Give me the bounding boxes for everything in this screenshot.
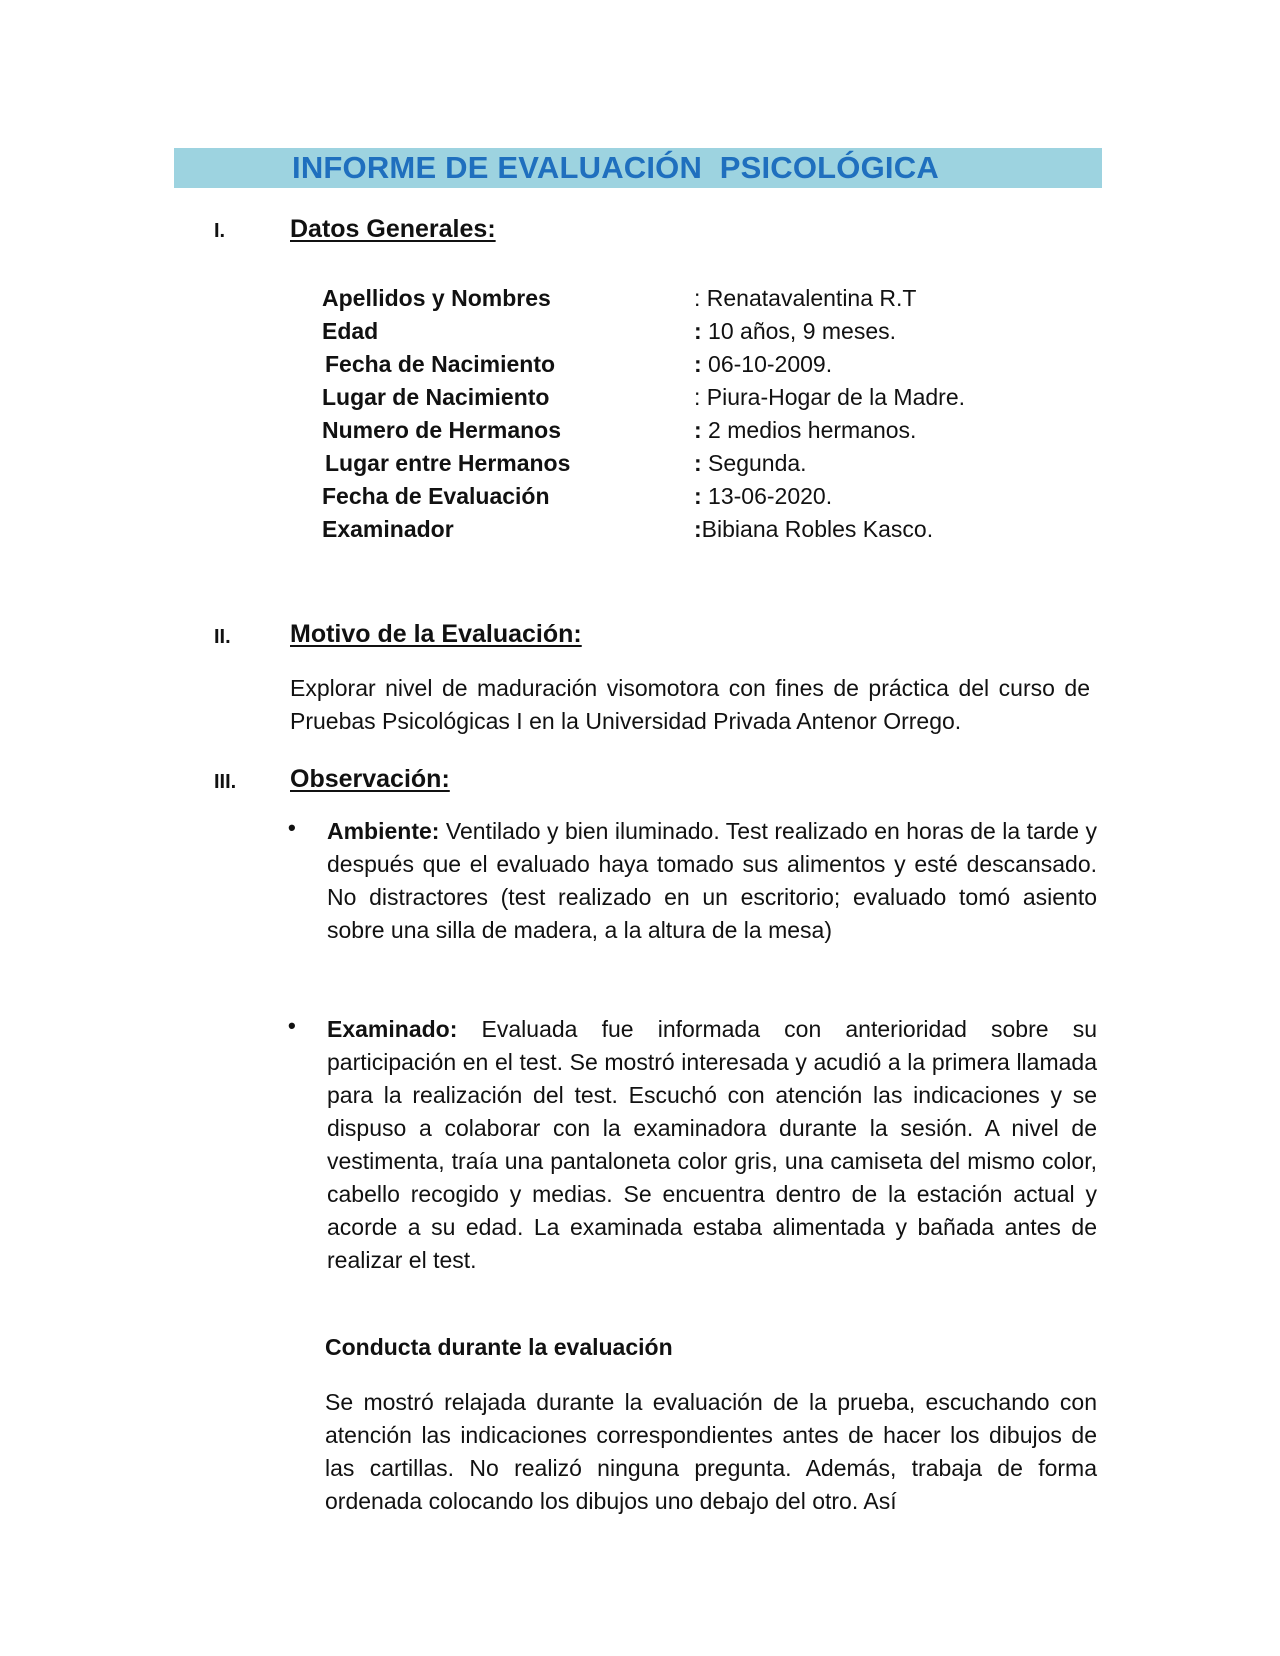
dg-row-edad bbox=[322, 318, 1022, 351]
dg-value: : 13-06-2020. bbox=[694, 483, 833, 509]
examinado-label: Examinado: bbox=[327, 1016, 458, 1042]
dg-label: Apellidos y Nombres bbox=[322, 285, 551, 311]
section-number-3: III. bbox=[214, 771, 237, 793]
dg-label: Fecha de Nacimiento bbox=[325, 351, 556, 377]
dg-label: Numero de Hermanos bbox=[322, 417, 562, 443]
dg-value: :Bibiana Robles Kasco. bbox=[694, 516, 934, 542]
dg-row-lugar-nacimiento bbox=[322, 384, 1022, 417]
section-title-datos-generales: Datos Generales: bbox=[290, 215, 496, 243]
dg-row-lugar-hermanos bbox=[322, 450, 1022, 483]
section-number-1: I. bbox=[214, 220, 226, 242]
motivo-paragraph: Explorar nivel de maduración visomotora con fines de práctica del curso de Pruebas Psicológicas I en la Universidad Privada Antenor Orrego. bbox=[290, 675, 1090, 734]
examinado-paragraph bbox=[327, 1013, 1097, 1277]
dg-label: Lugar entre Hermanos bbox=[325, 450, 571, 476]
ambiente-text: Ventilado y bien iluminado. Test realizado en horas de la tarde y después que el evaluado haya tomado sus alimentos y esté descansado. No distractores (test realizado en un escritorio; evaluado tomó asiento sobre una silla de madera, a la altura de la mesa) bbox=[327, 818, 1097, 943]
section-title-observacion: Observación: bbox=[290, 765, 450, 793]
dg-value: : 2 medios hermanos. bbox=[694, 417, 917, 443]
section-number-2: II. bbox=[214, 626, 231, 648]
dg-value: : Segunda. bbox=[694, 450, 807, 476]
dg-row-nombres bbox=[322, 285, 1022, 318]
dg-row-fecha-nacimiento bbox=[322, 351, 1022, 384]
bullet-marker: • bbox=[288, 815, 296, 840]
dg-value: : Piura-Hogar de la Madre. bbox=[694, 384, 966, 410]
dg-row-examinador bbox=[322, 516, 1022, 549]
dg-row-numero-hermanos bbox=[322, 417, 1022, 450]
document-title: INFORME DE EVALUACIÓN PSICOLÓGICA bbox=[292, 150, 939, 185]
bullet-marker: • bbox=[288, 1013, 296, 1038]
dg-value: : 06-10-2009. bbox=[694, 351, 833, 377]
examinado-text: Evaluada fue informada con anterioridad sobre su participación en el test. Se mostró interesada y acudió a la primera llamada para la realización del test. Escuchó con atención las indicaciones y se dispuso a colaborar con la examinadora durante la sesión. A nivel de vestimenta, traía una pantaloneta color gris, una camiseta del mismo color, cabello recogido y medias. Se encuentra dentro de la estación actual y acorde a su edad. La examinada estaba alimentada y bañada antes de realizar el test. bbox=[327, 1016, 1097, 1273]
dg-value: : 10 años, 9 meses. bbox=[694, 318, 897, 344]
dg-label: Examinador bbox=[322, 516, 454, 542]
ambiente-paragraph bbox=[327, 815, 1097, 947]
dg-row-fecha-evaluacion bbox=[322, 483, 1022, 516]
conducta-paragraph: Se mostró relajada durante la evaluación de la prueba, escuchando con atención las indicaciones correspondientes antes de hacer los dibujos de las cartillas. No realizó ninguna pregunta. Además, trabaja de forma ordenada colocando los dibujos uno debajo del otro. Así bbox=[325, 1389, 1097, 1514]
dg-value: : Renatavalentina R.T bbox=[694, 285, 917, 311]
conducta-heading: Conducta durante la evaluación bbox=[325, 1334, 673, 1360]
section-title-motivo: Motivo de la Evaluación: bbox=[290, 620, 582, 648]
dg-label: Fecha de Evaluación bbox=[322, 483, 550, 509]
dg-label: Edad bbox=[322, 318, 379, 344]
ambiente-label: Ambiente: bbox=[327, 818, 440, 844]
dg-label: Lugar de Nacimiento bbox=[322, 384, 550, 410]
